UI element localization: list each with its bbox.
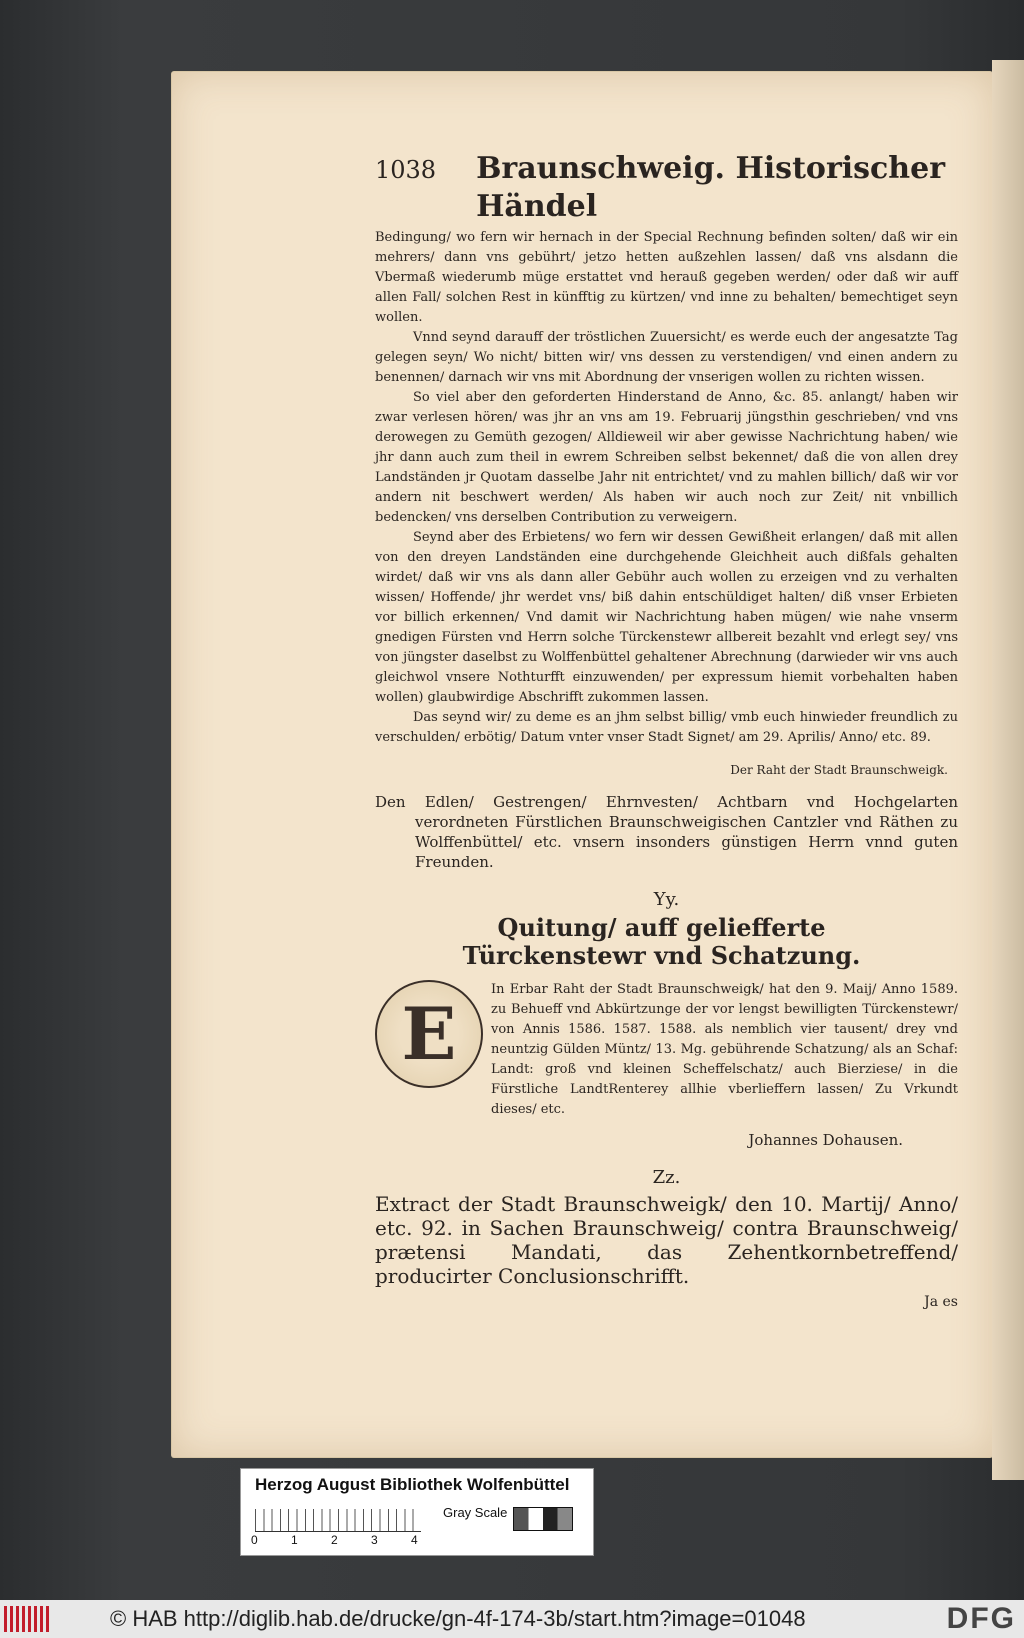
decorated-initial: E (375, 980, 483, 1088)
running-header (375, 150, 958, 226)
catchword: Ja es (924, 1294, 958, 1310)
running-head-title: Braunschweig. Historischer Händel (476, 151, 946, 224)
quittung-block (375, 980, 958, 1120)
source-url[interactable]: © HAB http://diglib.hab.de/drucke/gn-4f-174-3b/start.htm?image=01048 (110, 1606, 806, 1631)
ruler-tick-4: 4 (411, 1533, 418, 1547)
ruler-tick-3: 3 (371, 1533, 378, 1547)
hab-logo-icon (4, 1606, 52, 1632)
dfg-logo: DFG (946, 1602, 1016, 1635)
letter-signature: Der Raht der Stadt Braunschweigk. (730, 763, 948, 777)
ruler-tick-0: 0 (251, 1533, 258, 1547)
section-mark-zz: Zz. (652, 1167, 681, 1188)
letter-address: Den Edlen/ Gestrengen/ Ehrnvesten/ Achtbarn vnd Hochgelarten verordneten Fürstlichen Braunschweigischen Cantzler vnd Räthen zu Wolffenbüttel/ etc. vnsern insonders günstigen Herrn vnnd guten Freunden. (375, 793, 958, 871)
library-label (240, 1468, 594, 1556)
gray-scale-swatch (513, 1507, 573, 1531)
section-mark-yy: Yy. (653, 889, 680, 910)
scale-ruler (255, 1509, 421, 1532)
page-number: 1038 (375, 156, 437, 184)
extract-heading: Extract der Stadt Braunschweigk/ den 10. Martij/ Anno/ etc. 92. in Sachen Braunschweig/ contra Braunschweig/ prætensi Mandati, das Zehentkornbetreffend/ producirter Conclusionschrifft. (375, 1192, 958, 1288)
ruler-tick-1: 1 (291, 1533, 298, 1547)
paragraph-4: Seynd aber des Erbietens/ wo fern wir dessen Gewißheit erlangen/ daß mit allen von den dreyen Landständen eine durchgehende Gleichheit auch dißfals gehalten wirdet/ daß wir vns als dann aller Gebühr auch wollen zu erzeigen vnd zu verhalten wissen/ Hoffende/ jhr werdet vns/ biß dahin entschüldiget halten/ diß vnser Erbieten vor billich erkennen/ Vnd damit wir Nachrichtung haben mügen/ wie nahe vnserm gnedigen Fürsten vnd Herrn solche Türckenstewr allbereit bezahlt vnd erlegt sey/ vns von jüngster daselbst zu Wolffenbüttel gehaltener Abrechnung (darwieder wir vns auch gleichwol vnsere Nothturfft einzuwenden/ per expressum hiemit vorbehalten haben wollen) glaubwirdige Abschrifft zukommen lassen. (375, 530, 958, 705)
gray-scale-label: Gray Scale (443, 1505, 508, 1520)
quittung-heading: Quitung/ auff geliefferte Türckenstewr vnd Schatzung. (462, 913, 861, 970)
footer-bar (0, 1600, 1024, 1638)
paragraph-2: Vnnd seynd darauff der tröstlichen Zuuersicht/ es werde euch der angesatzte Tag gelegen seyn/ Wo nicht/ bitten wir/ vns dessen zu verstendigen/ vnd einen andern zu benennen/ darnach wir vns mit Abordnung der vnserigen wollen zu richten wissen. (375, 330, 958, 385)
paragraph-1: Bedingung/ wo fern wir hernach in der Special Rechnung befinden solten/ daß wir ein mehrers/ dann vns gebührt/ jetzo hetten außzehlen lassen/ daß vns alsdann die Vbermaß wiederumb müge erstattet vnd herauß gegeben werden/ oder daß wir auff allen Fall/ solchen Rest in künfftig zu kürtzen/ vnd inne zu behalten/ bemechtiget seyn wollen. (375, 230, 958, 325)
quittung-signatory: Johannes Dohausen. (748, 1131, 903, 1149)
library-name: Herzog August Bibliothek Wolfenbüttel (255, 1475, 570, 1494)
paragraph-3: So viel aber den geforderten Hinderstand de Anno, &c. 85. anlangt/ haben wir zwar verlesen hören/ was jhr an vns am 19. Februarij jüngsthin geschrieben/ vnd vns derowegen zu Gemüth gezogen/ Alldieweil wir aber gewisse Nachrichtung haben/ wie jhr dann auch zum theil in ewrem Schreiben selbst bekennet/ daß die von allen drey Landständen jr Quotam dasselbe Jahr nit entrichtet/ vnd zu mahlen billich/ daß wir vor andern nit beschwert werden/ Als haben wir auch noch zur Zeit/ nit vnbillich bedencken/ vns derselben Contribution zu verweigern. (375, 390, 958, 525)
page-text (375, 150, 958, 1312)
ruler-tick-2: 2 (331, 1533, 338, 1547)
next-page-edge (992, 60, 1024, 1480)
quittung-text: In Erbar Raht der Stadt Braunschweigk/ hat den 9. Maij/ Anno 1589. zu Behueff vnd Abkürtzunge der vor lengst bewilligten Türckenstewr/ von Annis 1586. 1587. 1588. als nemblich vier tausent/ drey vnd neuntzig Gülden Müntz/ 13. Mg. gebührende Schatzung/ als an Schaf: Landt: groß vnd kleinen Scheffelschatz/ auch Bierziese/ in die Fürstliche LandtRenterey allhie vberlieffern lassen/ Zu Vrkundt dieses/ etc. (491, 982, 958, 1117)
paragraph-5: Das seynd wir/ zu deme es an jhm selbst billig/ vmb euch hinwieder freundlich zu verschulden/ erbötig/ Datum vnter vnser Stadt Signet/ am 29. Aprilis/ Anno/ etc. 89. (375, 710, 958, 745)
